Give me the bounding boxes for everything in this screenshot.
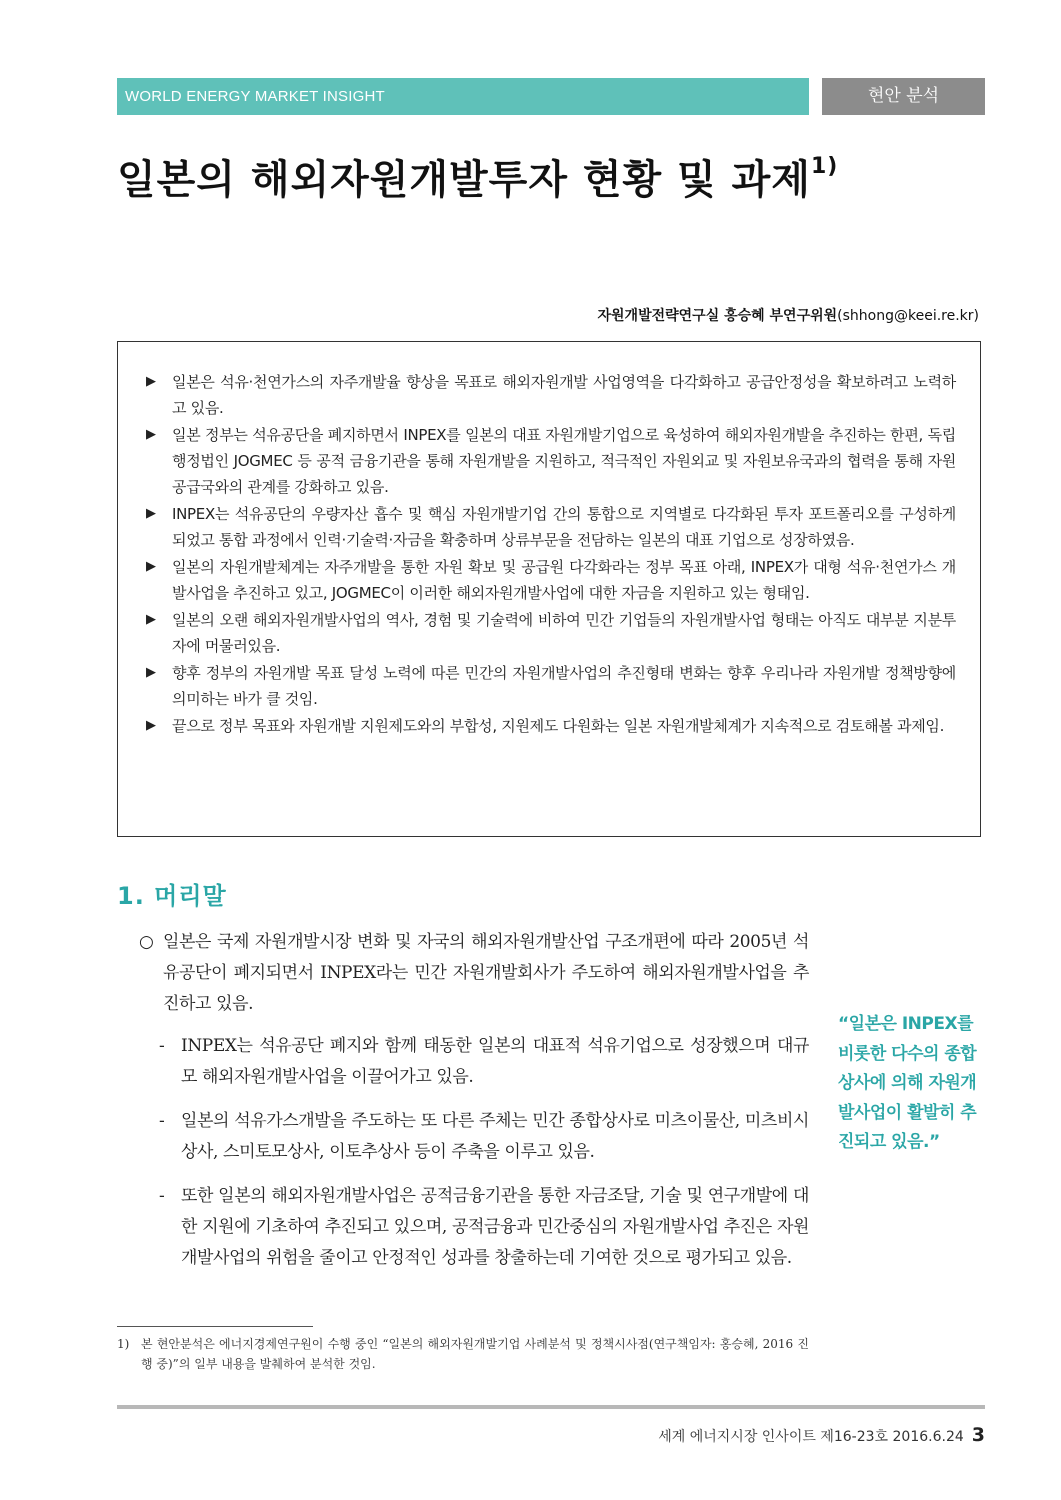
summary-item [146,607,956,659]
title-footnote-mark[interactable]: 1) [810,153,839,179]
triangle-bullet-icon: ▶ [146,427,156,442]
summary-item [146,422,956,500]
page-title [117,148,838,205]
category-tag: 현안 분석 [822,78,985,115]
page-footer [658,1424,985,1446]
page-number: 3 [971,1424,985,1446]
header-banner: WORLD ENERGY MARKET INSIGHT [117,78,809,115]
sub-paragraph [147,1106,809,1168]
summary-text: 끝으로 정부 목표와 자원개발 지원제도와의 부합성, 지원제도 다원화는 일본 자원개발체계가 지속적으로 검토해볼 과제임. [172,717,945,735]
publication-info: 세계 에너지시장 인사이트 제16-23호 2016.6.24 [658,1429,964,1445]
triangle-bullet-icon: ▶ [146,374,156,389]
intro-text: 일본은 국제 자원개발시장 변화 및 자국의 해외자원개발산업 구조개편에 따라 2005년 석유공단이 폐지되면서 INPEX라는 민간 자원개발회사가 주도하여 해외자원개발사업을 추진하고 있음. [163,932,809,1014]
triangle-bullet-icon: ▶ [146,612,156,627]
sub-paragraph [147,1031,809,1093]
triangle-bullet-icon: ▶ [146,665,156,680]
footnote-divider [117,1326,313,1327]
summary-list [118,342,980,739]
summary-box [117,341,981,837]
summary-item [146,713,956,739]
footnote-text: 본 현안분석은 에너지경제연구원이 수행 중인 “일본의 해외자원개발기업 사례분석 및 정책시사점(연구책임자: 홍승혜, 2016 진행 중)”의 일부 내용을 발췌하여 분석한 것임. [141,1337,809,1371]
summary-item [146,554,956,606]
footer-divider [117,1405,985,1409]
section-body [139,927,809,1287]
dash-bullet: - [159,1186,165,1206]
intro-paragraph [139,927,809,1020]
pull-quote: “일본은 INPEX를 비롯한 다수의 종합상사에 의해 자원개발사업이 활발히 추진되고 있음.” [838,1014,977,1152]
summary-item [146,501,956,553]
author-affiliation: 자원개발전략연구실 홍승혜 부연구위원 [597,308,838,324]
footnote [117,1334,809,1374]
footnote-marker: 1) [117,1337,130,1351]
summary-text: 일본의 오랜 해외자원개발사업의 역사, 경험 및 기술력에 비하여 민간 기업들의 자원개발사업 형태는 아직도 대부분 지분투자에 머물러있음. [172,611,956,655]
section-heading: 1. 머리말 [117,882,227,910]
dash-bullet: - [159,1036,165,1056]
summary-text: 일본의 자원개발체계는 자주개발을 통한 자원 확보 및 공급원 다각화라는 정부 목표 아래, INPEX가 대형 석유·천연가스 개발사업을 추진하고 있고, JOGMEC이 이러한 해외자원개발사업에 대한 자금을 지원하고 있는 형태임. [172,558,956,602]
summary-text: INPEX는 석유공단의 우량자산 흡수 및 핵심 자원개발기업 간의 통합으로 지역별로 다각화된 투자 포트폴리오를 구성하게 되었고 통합 과정에서 인력·기술력·자금을 확충하며 상류부문을 전담하는 일본의 대표 기업으로 성장하였음. [172,505,956,549]
summary-text: 향후 정부의 자원개발 목표 달성 노력에 따른 민간의 자원개발사업의 추진형태 변화는 향후 우리나라 자원개발 정책방향에 의미하는 바가 클 것임. [172,664,956,708]
dash-bullet: - [159,1111,165,1131]
author-line [598,305,980,325]
summary-text: 일본 정부는 석유공단을 폐지하면서 INPEX를 일본의 대표 자원개발기업으로 육성하여 해외자원개발을 추진하는 한편, 독립행정법인 JOGMEC 등 공적 금융기관을 통해 자원개발을 지원하고, 적극적인 자원외교 및 자원보유국과의 협력을 통해 자원공급국와의 관계를 강화하고 있음. [172,426,956,496]
triangle-bullet-icon: ▶ [146,559,156,574]
page-title-text: 일본의 해외자원개발투자 현황 및 과제 [117,157,811,203]
summary-text: 일본은 석유·천연가스의 자주개발율 향상을 목표로 해외자원개발 사업영역을 다각화하고 공급안정성을 확보하려고 노력하고 있음. [172,373,956,417]
summary-item [146,369,956,421]
triangle-bullet-icon: ▶ [146,506,156,521]
summary-item [146,660,956,712]
sub-paragraph [147,1181,809,1274]
sub-text: INPEX는 석유공단 폐지와 함께 태동한 일본의 대표적 석유기업으로 성장했으며 대규모 해외자원개발사업을 이끌어가고 있음. [181,1036,809,1087]
sub-text: 일본의 석유가스개발을 주도하는 또 다른 주체는 민간 종합상사로 미츠이물산, 미츠비시상사, 스미토모상사, 이토추상사 등이 주축을 이루고 있음. [181,1111,809,1162]
sub-text: 또한 일본의 해외자원개발사업은 공적금융기관을 통한 자금조달, 기술 및 연구개발에 대한 지원에 기초하여 추진되고 있으며, 공적금융과 민간중심의 자원개발사업 추진은 자원개발사업의 위험을 줄이고 안정적인 성과를 창출하는데 기여한 것으로 평가되고 있음. [181,1186,809,1268]
circle-bullet-icon: ○ [139,932,154,952]
author-email[interactable]: (shhong@keei.re.kr) [837,308,979,324]
triangle-bullet-icon: ▶ [146,718,156,733]
